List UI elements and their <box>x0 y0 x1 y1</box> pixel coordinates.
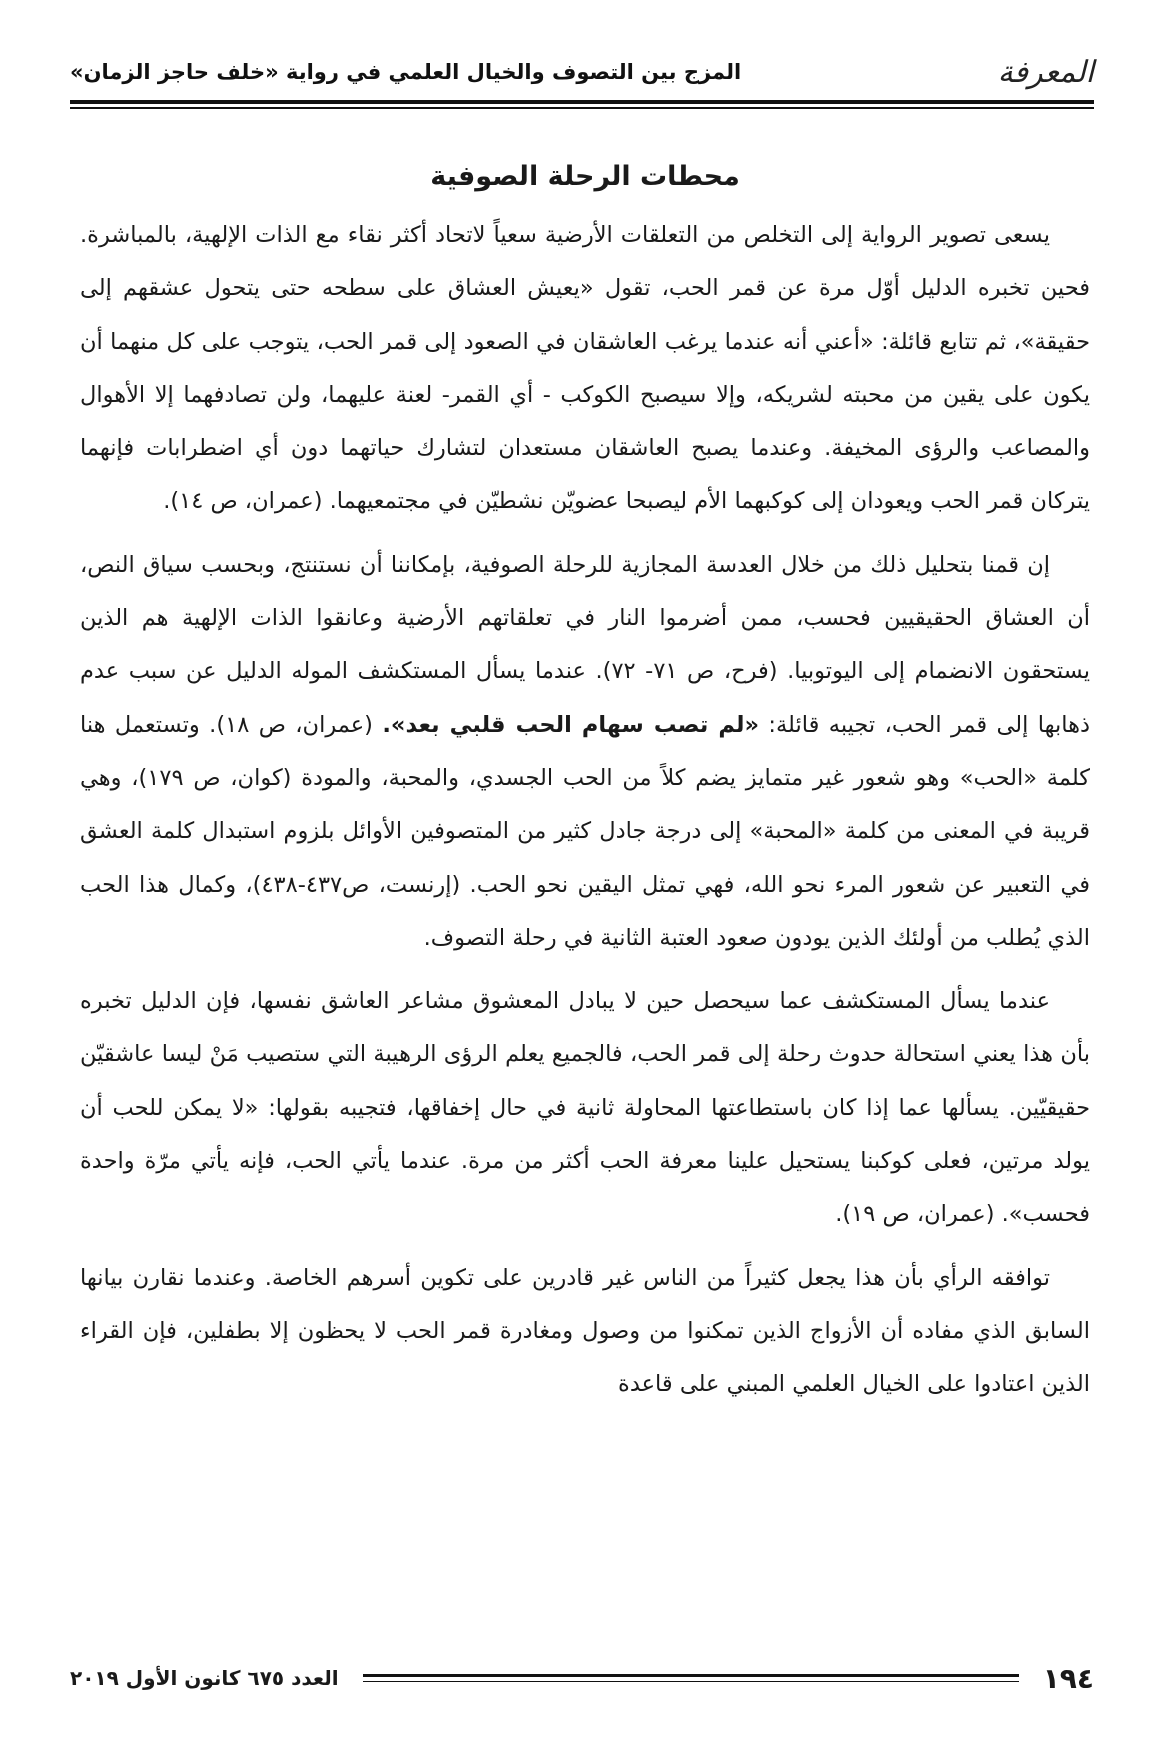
footer-rule <box>363 1674 1019 1683</box>
page-footer <box>70 1658 1094 1698</box>
running-title: المزج بين التصوف والخيال العلمي في رواية «خلف حاجز الزمان» <box>70 60 742 84</box>
paragraph-4: توافقه الرأي بأن هذا يجعل كثيراً من الناس غير قادرين على تكوين أسرهم الخاصة. وعندما نقارن بيانها السابق الذي مفاده أن الأزواج الذين تمكنوا من وصول ومغادرة قمر الحب لا يحظون إلا بطفلين، فإن القراء الذين اعتادوا على الخيال العلمي المبني على قاعدة <box>80 1264 1090 1398</box>
paragraph-2-rest: (عمران، ص ١٨). وتستعمل هنا كلمة «الحب» وهو شعور غير متمايز يضم كلاً من الحب الجسدي، والمحبة، والمودة (كوان، ص ١٧٩)، وهي قريبة في المعنى من كلمة «المحبة» إلى درجة جادل كثير من المتصوفين الأوائل بلزوم استبدال كلمة العشق في التعبير عن شعور المرء نحو الله، فهي تمثل اليقين نحو الحب. (إرنست، ص٤٣٧-٤٣٨)، وكمال هذا الحب الذي يُطلب من أولئك الذين يودون صعود العتبة الثانية في رحلة التصوف. <box>80 711 1090 951</box>
article-body <box>80 152 1090 1412</box>
paragraph-2 <box>80 539 1090 965</box>
section-heading: محطات الرحلة الصوفية <box>430 161 740 192</box>
header-rule-thick <box>70 100 1094 104</box>
header-rule-thin <box>70 107 1094 109</box>
paragraph-1: يسعى تصوير الرواية إلى التخلص من التعلقات الأرضية سعياً لاتحاد أكثر نقاء مع الذات الإلهية، بالمباشرة. فحين تخبره الدليل أوّل مرة عن قمر الحب، تقول «يعيش العشاق على سطحه حتى يتحول عشقهم إلى حقيقة»، ثم تتابع قائلة: «أعني أنه عندما يرغب العاشقان في الصعود إلى قمر الحب، يتوجب على كل منهما أن يكون على يقين من محبته لشريكه، وإلا سيصبح الكوكب - أي القمر- لعنة عليهما، ولن تصادفهما إلا الأهوال والمصاعب والرؤى المخيفة. وعندما يصبح العاشقان مستعدان لتشارك حياتهما دون أي اضطرابات فإنهما يتركان قمر الحب ويعودان إلى كوكبهما الأم ليصبحا عضويّن نشطيّن في مجتمعيهما. (عمران، ص ١٤). <box>80 222 1090 515</box>
journal-logo: المعرفة <box>997 54 1094 90</box>
paragraph-2-quote: «لم تصب سهام الحب قلبي بعد». <box>382 711 759 738</box>
paragraph-3: عندما يسأل المستكشف عما سيحصل حين لا يبادل المعشوق مشاعر العاشق نفسها، فإن الدليل تخبره بأن هذا يعني استحالة حدوث رحلة إلى قمر الحب، فالجميع يعلم الرؤى الرهيبة التي ستصيب مَنْ ليسا عاشقيّن حقيقيّين. يسألها عما إذا كان باستطاعتها المحاولة ثانية في حال إخفاقها، فتجيبه بقولها: «لا يمكن للحب أن يولد مرتين، فعلى كوكبنا يستحيل علينا معرفة الحب أكثر من مرة. عندما يأتي الحب، فإنه يأتي مرّة واحدة فحسب». (عمران، ص ١٩). <box>80 988 1090 1228</box>
issue-info: العدد ٦٧٥ كانون الأول ٢٠١٩ <box>70 1666 339 1690</box>
page-number: ١٩٤ <box>1042 1661 1094 1695</box>
paragraph-2-text: إن قمنا بتحليل ذلك من خلال العدسة المجازية للرحلة الصوفية، بإمكاننا أن نستنتج، وبحسب سياق النص، أن العشاق الحقيقيين فحسب، ممن أضرموا النار في تعلقاتهم الأرضية وعانقوا الذات الإلهية هم الذين يستحقون الانضمام إلى اليوتوبيا. (فرح، ص ٧١- ٧٢). عندما يسأل المستكشف الموله الدليل عن سبب عدم ذهابها إلى قمر الحب، تجيبه قائلة: <box>80 551 1091 738</box>
page-header <box>70 52 1094 92</box>
